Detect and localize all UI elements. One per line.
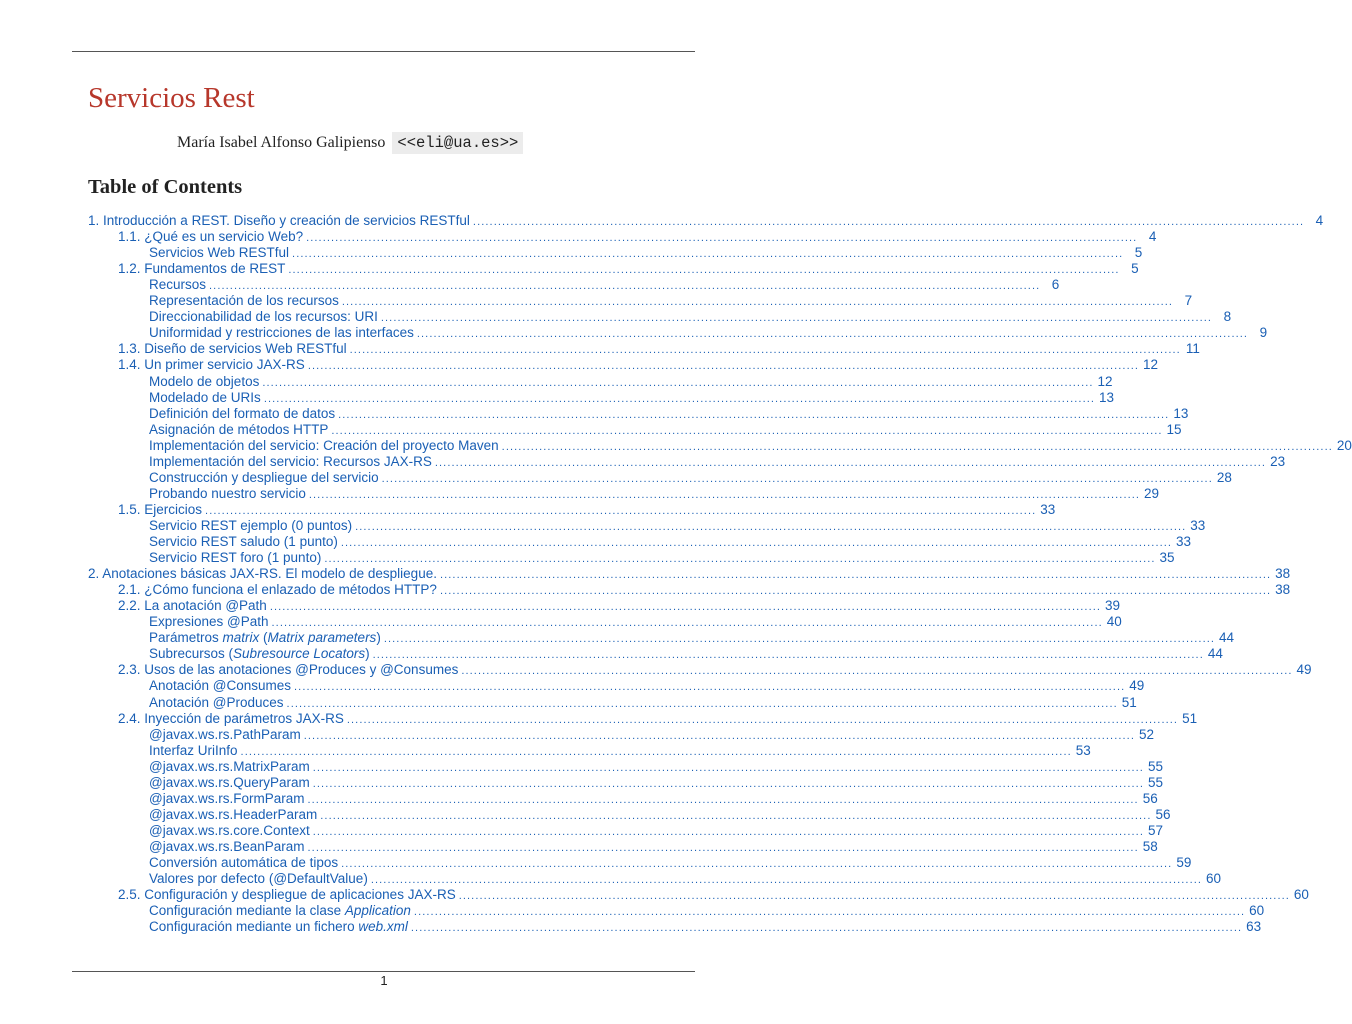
toc-entry-page: 40	[1106, 614, 1122, 630]
toc-entry[interactable]	[118, 887, 1309, 903]
toc-entry-label: Implementación del servicio: Creación del proyecto Maven	[149, 437, 499, 453]
toc-leader-dots: ........................................................................................................................................................................................................	[340, 537, 1173, 549]
toc-entry-label: Recursos	[149, 277, 207, 293]
toc-leader-dots: ........................................................................................................................................................................................................	[303, 729, 1135, 742]
toc-entry-label: Direccionabilidad de los recursos: URI	[149, 309, 378, 325]
toc-entry-label: Implementación del servicio: Recursos JAX-RS	[149, 453, 432, 469]
toc-entry[interactable]	[118, 598, 1121, 614]
toc-entry-label: Definición del formato de datos	[149, 405, 336, 421]
toc-leader-dots: ........................................................................................................................................................................................................	[413, 906, 1246, 919]
toc-entry-label: Servicios Web RESTful	[149, 245, 290, 261]
toc-entry-page: 33	[1040, 501, 1056, 517]
toc-entry-page: 51	[1121, 694, 1137, 710]
toc-leader-dots: ........................................................................................................................................................................................................	[461, 665, 1293, 678]
toc-entry[interactable]	[149, 469, 1232, 486]
toc-entry[interactable]	[149, 325, 1268, 341]
toc-entry-label: 1. Introducción a REST. Diseño y creación de servicios RESTful	[88, 213, 470, 228]
toc-entry-page: 9	[1259, 325, 1268, 341]
toc-entry-page: 60	[1249, 903, 1265, 919]
toc-entry-label: 1.4. Un primer servicio JAX-RS	[118, 357, 305, 373]
toc-leader-dots: ........................................................................................................................................................................................................	[410, 922, 1243, 935]
toc-entry-page: 53	[1075, 742, 1091, 758]
toc-entry-page: 29	[1144, 485, 1160, 501]
toc-entry-label: Configuración mediante un fichero web.xml	[149, 919, 408, 935]
toc-leader-dots: ........................................................................................................................................................................................................	[331, 424, 1163, 437]
toc-entry-page: 20	[1336, 437, 1352, 453]
toc-entry[interactable]	[149, 903, 1265, 919]
toc-entry-label: @javax.ws.rs.HeaderParam	[149, 806, 318, 822]
toc-entry[interactable]	[149, 855, 1192, 871]
toc-entry-page: 35	[1159, 550, 1175, 566]
toc-entry-label: Probando nuestro servicio	[149, 485, 306, 501]
toc-entry-page: 13	[1099, 389, 1115, 405]
toc-entry[interactable]	[149, 277, 1060, 293]
toc-entry-page: 44	[1219, 630, 1235, 646]
toc-leader-dots: ........................................................................................................................................................................................................	[263, 392, 1096, 405]
toc-leader-dots: ........................................................................................................................................................................................................	[307, 793, 1139, 806]
footer-rule	[72, 971, 695, 972]
toc-entry-label: @javax.ws.rs.core.Context	[149, 822, 310, 838]
toc-entry-page: 57	[1147, 822, 1163, 838]
toc-entry-page: 38	[1275, 582, 1291, 598]
toc-entry-label: 2.3. Usos de las anotaciones @Produces y @Consumes	[118, 662, 459, 678]
toc-entry[interactable]	[149, 389, 1115, 406]
toc-entry[interactable]	[149, 919, 1262, 935]
author-line	[177, 134, 523, 152]
toc-entry[interactable]	[118, 662, 1312, 678]
toc-entry-label: Parámetros matrix (Matrix parameters)	[149, 630, 381, 646]
toc-leader-dots: ........................................................................................................................................................................................................	[312, 777, 1144, 790]
toc-entry-page: 49	[1129, 678, 1145, 694]
toc-entry[interactable]	[149, 678, 1145, 694]
toc-leader-dots: ........................................................................................................................................................................................................	[205, 504, 1037, 517]
toc-leader-dots: ........................................................................................................................................................................................................	[370, 874, 1203, 887]
toc-entry[interactable]	[149, 871, 1222, 887]
toc-entry-label: Servicio REST ejemplo (0 puntos)	[149, 517, 353, 533]
toc-leader-dots: ........................................................................................................................................................................................................	[320, 809, 1152, 822]
toc-leader-dots: ........................................................................................................................................................................................................	[472, 216, 1305, 228]
toc-entry-label: Asignación de métodos HTTP	[149, 421, 329, 437]
toc-entry-label: @javax.ws.rs.MatrixParam	[149, 758, 310, 774]
toc-entry[interactable]	[149, 646, 1223, 662]
toc-entry-label: Subrecursos (Subresource Locators)	[149, 646, 370, 662]
toc-leader-dots: ........................................................................................................................................................................................................	[439, 585, 1272, 598]
toc-heading: Table of Contents	[88, 176, 243, 198]
toc-entry-label: Anotación @Produces	[149, 694, 284, 710]
toc-leader-dots: ........................................................................................................................................................................................................	[240, 745, 1072, 758]
toc-entry[interactable]	[149, 309, 1232, 325]
toc-entry-page: 58	[1142, 838, 1158, 854]
toc-entry-page: 23	[1270, 453, 1286, 469]
toc-entry[interactable]	[149, 517, 1206, 534]
toc-entry-label: Construcción y despliegue del servicio	[149, 469, 379, 485]
toc-entry-label: @javax.ws.rs.PathParam	[149, 726, 301, 742]
toc-entry-page: 60	[1293, 887, 1309, 903]
author-email: <<eli@ua.es>>	[392, 132, 523, 154]
toc-entry-label: Modelo de objetos	[149, 373, 260, 389]
toc-leader-dots: ........................................................................................................................................................................................................	[294, 681, 1126, 694]
toc-entry[interactable]	[149, 245, 1143, 261]
toc-entry[interactable]	[149, 405, 1189, 422]
toc-leader-dots: ........................................................................................................................................................................................................	[380, 312, 1213, 325]
toc-entry-page: 44	[1207, 646, 1223, 662]
toc-leader-dots: ........................................................................................................................................................................................................	[307, 360, 1140, 373]
toc-leader-dots: ........................................................................................................................................................................................................	[271, 617, 1103, 630]
toc-entry-label: Valores por defecto (@DefaultValue)	[149, 871, 368, 887]
toc-entry[interactable]	[149, 437, 1352, 454]
toc-entry[interactable]	[149, 758, 1163, 775]
toc-entry-label: Expresiones @Path	[149, 614, 269, 630]
toc-leader-dots: ........................................................................................................................................................................................................	[346, 713, 1179, 726]
toc-entry-label: 2.2. La anotación @Path	[118, 598, 267, 614]
toc-leader-dots: ........................................................................................................................................................................................................	[439, 569, 1272, 582]
toc-leader-dots: ........................................................................................................................................................................................................	[312, 761, 1144, 774]
toc-leader-dots: ........................................................................................................................................................................................................	[341, 296, 1174, 309]
toc-entry[interactable]	[118, 710, 1198, 727]
toc-entry-page: 55	[1147, 758, 1163, 774]
toc-entry[interactable]	[149, 421, 1182, 438]
toc-leader-dots: ........................................................................................................................................................................................................	[416, 328, 1249, 341]
toc-leader-dots: ........................................................................................................................................................................................................	[288, 264, 1120, 277]
toc-entry-page: 13	[1173, 405, 1189, 421]
toc-leader-dots: ........................................................................................................................................................................................................	[501, 440, 1333, 453]
toc-entry[interactable]	[118, 357, 1159, 373]
toc-leader-dots: ........................................................................................................................................................................................................	[383, 633, 1216, 646]
toc-entry-page: 11	[1185, 341, 1200, 357]
toc-entry[interactable]	[88, 566, 1291, 582]
toc-entry[interactable]	[118, 229, 1157, 245]
toc-entry-page: 4	[1148, 229, 1157, 245]
toc-entry-label: Modelado de URIs	[149, 389, 261, 405]
toc-entry[interactable]	[149, 630, 1235, 646]
toc-leader-dots: ........................................................................................................................................................................................................	[372, 649, 1204, 662]
toc-leader-dots: ........................................................................................................................................................................................................	[458, 890, 1290, 903]
toc-leader-dots: ........................................................................................................................................................................................................	[262, 376, 1094, 389]
toc-leader-dots: ........................................................................................................................................................................................................	[308, 488, 1141, 501]
toc-entry-label: 2.5. Configuración y despliegue de aplicaciones JAX-RS	[118, 887, 456, 903]
toc-entry-label: @javax.ws.rs.BeanParam	[149, 838, 305, 854]
toc-entry-page: 38	[1275, 566, 1291, 582]
toc-entry-label: Conversión automática de tipos	[149, 855, 339, 870]
toc-entry[interactable]	[118, 501, 1056, 518]
toc-entry[interactable]	[118, 582, 1291, 598]
toc-entry-page: 56	[1142, 790, 1158, 806]
toc-leader-dots: ........................................................................................................................................................................................................	[341, 858, 1173, 870]
toc-entry-page: 33	[1190, 517, 1206, 533]
toc-entry-page: 5	[1131, 261, 1139, 277]
toc-entry[interactable]	[149, 453, 1286, 470]
toc-entry[interactable]	[149, 790, 1158, 807]
toc-entry-page: 63	[1246, 919, 1262, 935]
toc-entry[interactable]	[149, 694, 1137, 711]
toc-leader-dots: ........................................................................................................................................................................................................	[269, 601, 1102, 614]
toc-entry[interactable]	[149, 726, 1154, 743]
toc-leader-dots: ........................................................................................................................................................................................................	[209, 280, 1041, 293]
toc-entry[interactable]	[149, 822, 1163, 839]
toc-entry-page: 28	[1216, 469, 1232, 485]
toc-leader-dots: ........................................................................................................................................................................................................	[381, 472, 1213, 485]
toc-entry-label: Configuración mediante la clase Application	[149, 903, 411, 919]
toc-entry-label: Uniformidad y restricciones de las interfaces	[149, 325, 414, 341]
toc-entry-page: 12	[1097, 373, 1113, 389]
toc-entry-label: 1.3. Diseño de servicios Web RESTful	[118, 341, 347, 357]
toc-entry-page: 56	[1155, 806, 1171, 822]
toc-entry-label: 1.1. ¿Qué es un servicio Web?	[118, 229, 304, 245]
toc-entry-page: 52	[1138, 726, 1154, 742]
toc-entry[interactable]	[149, 534, 1192, 550]
document-title: Servicios Rest	[88, 82, 255, 114]
toc-entry[interactable]	[149, 373, 1113, 390]
toc-entry-page: 55	[1147, 774, 1163, 790]
toc-entry-page: 39	[1105, 598, 1121, 614]
toc-entry-page: 33	[1176, 534, 1192, 549]
toc-entry-label: Servicio REST saludo (1 punto)	[149, 534, 338, 549]
toc-entry-page: 49	[1296, 662, 1312, 678]
toc-entry[interactable]	[149, 806, 1171, 823]
toc-entry-page: 60	[1206, 871, 1222, 887]
toc-entry-label: 1.2. Fundamentos de REST	[118, 261, 286, 277]
toc-entry-page: 15	[1166, 421, 1182, 437]
toc-entry-page: 6	[1051, 277, 1060, 293]
toc-entry-page: 7	[1184, 293, 1193, 309]
toc-entry-label: 1.5. Ejercicios	[118, 501, 203, 517]
toc-entry[interactable]	[149, 293, 1193, 309]
toc-entry[interactable]	[149, 838, 1158, 855]
toc-entry-label: Interfaz UriInfo	[149, 742, 238, 758]
toc-entry[interactable]	[118, 261, 1139, 277]
toc-leader-dots: ........................................................................................................................................................................................................	[312, 825, 1144, 838]
toc-entry-page: 51	[1182, 710, 1198, 726]
header-rule	[72, 51, 695, 52]
toc-leader-dots: ........................................................................................................................................................................................................	[307, 841, 1139, 854]
toc-entry-label: Servicio REST foro (1 punto)	[149, 550, 322, 566]
page-number: 1	[380, 973, 388, 988]
toc-entry[interactable]	[118, 341, 1200, 357]
toc-entry-page: 5	[1134, 245, 1143, 261]
toc-leader-dots: ........................................................................................................................................................................................................	[286, 697, 1118, 710]
toc-entry-label: 2. Anotaciones básicas JAX-RS. El modelo de despliegue.	[88, 566, 437, 582]
toc-entry-page: 4	[1315, 213, 1324, 228]
toc-leader-dots: ........................................................................................................................................................................................................	[434, 456, 1267, 469]
toc-entry[interactable]	[149, 614, 1122, 630]
toc-leader-dots: ........................................................................................................................................................................................................	[338, 408, 1170, 421]
toc-leader-dots: ........................................................................................................................................................................................................	[292, 248, 1124, 261]
toc-entry-label: @javax.ws.rs.QueryParam	[149, 774, 310, 790]
toc-entry-label: Representación de los recursos	[149, 293, 339, 309]
author-name: María Isabel Alfonso Galipienso	[177, 134, 386, 151]
toc-entry-label: Anotación @Consumes	[149, 678, 292, 694]
toc-entry-page: 59	[1176, 855, 1192, 870]
toc-entry-label: 2.4. Inyección de parámetros JAX-RS	[118, 710, 344, 726]
toc-leader-dots: ........................................................................................................................................................................................................	[324, 553, 1156, 566]
toc-entry[interactable]	[88, 213, 1324, 229]
toc-leader-dots: ........................................................................................................................................................................................................	[355, 520, 1187, 533]
toc-entry-page: 8	[1223, 309, 1232, 325]
toc-leader-dots: ........................................................................................................................................................................................................	[306, 232, 1138, 245]
toc-entry[interactable]	[149, 742, 1091, 759]
toc-entry-page: 12	[1143, 357, 1159, 373]
toc-entry[interactable]	[149, 774, 1163, 791]
toc-entry-label: 2.1. ¿Cómo funciona el enlazado de métodos HTTP?	[118, 582, 437, 598]
toc-entry[interactable]	[149, 550, 1175, 566]
toc-leader-dots: ........................................................................................................................................................................................................	[349, 344, 1181, 357]
toc-entry[interactable]	[149, 485, 1160, 502]
toc-entry-label: @javax.ws.rs.FormParam	[149, 790, 305, 806]
